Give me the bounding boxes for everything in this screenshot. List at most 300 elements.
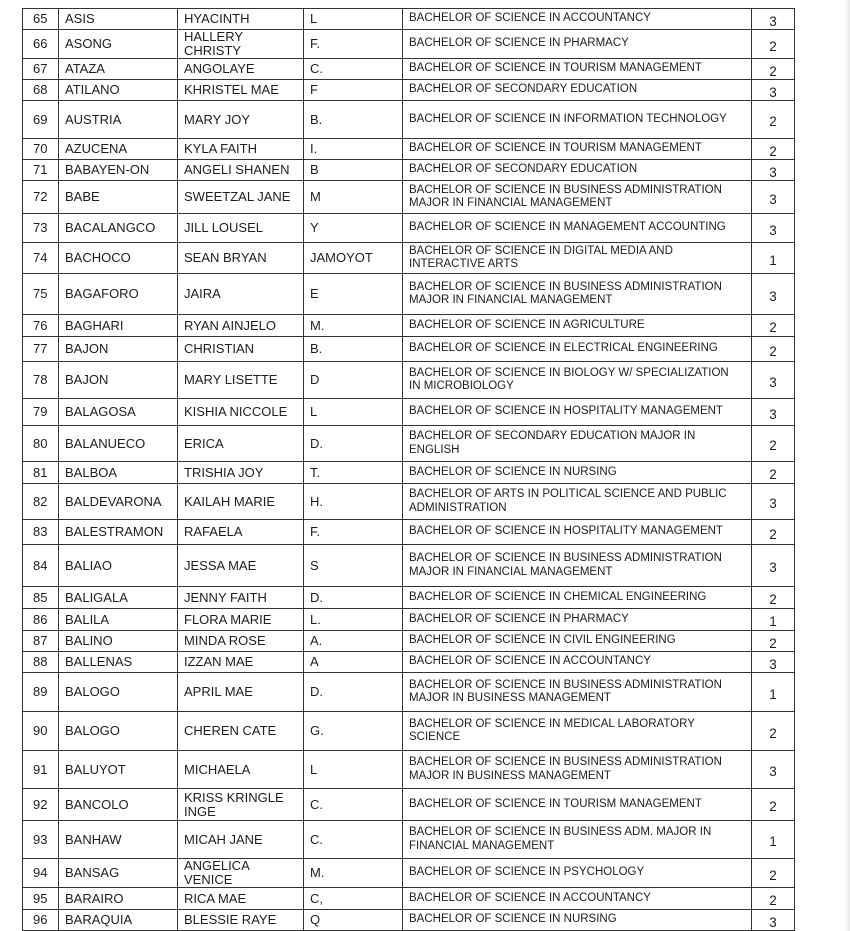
last-name-cell xyxy=(59,160,178,181)
row-number: 79 xyxy=(33,404,48,419)
first-name-cell xyxy=(178,462,304,484)
row-number: 85 xyxy=(33,589,48,605)
year-level: 1 xyxy=(769,614,777,629)
first-name: SWEETZAL JANE xyxy=(184,189,291,204)
first-name-cell xyxy=(178,910,304,931)
table-row xyxy=(23,214,795,243)
last-name-cell xyxy=(59,315,178,337)
year-level-cell xyxy=(752,587,795,609)
course: BACHELOR OF SECONDARY EDUCATION xyxy=(409,83,638,96)
course-cell xyxy=(403,484,752,520)
middle-initial: A. xyxy=(310,633,323,648)
first-name: JILL LOUSEL xyxy=(184,220,264,235)
table-row xyxy=(23,160,795,181)
middle-initial-cell xyxy=(304,243,403,274)
row-number: 69 xyxy=(33,111,48,127)
first-name: KRISS KRINGLE INGE xyxy=(184,789,284,819)
middle-initial-cell xyxy=(304,609,403,631)
row-number-cell xyxy=(23,888,59,910)
course-cell xyxy=(403,274,752,315)
last-name-cell xyxy=(59,181,178,214)
first-name-cell xyxy=(178,315,304,337)
table-row xyxy=(23,274,795,315)
year-level: 2 xyxy=(769,438,777,453)
year-level: 3 xyxy=(769,84,777,100)
last-name: BALDEVARONA xyxy=(65,493,162,509)
year-level: 3 xyxy=(769,222,777,238)
first-name-cell xyxy=(178,399,304,426)
last-name: BALOGO xyxy=(65,684,120,699)
page-edge-shadow xyxy=(844,0,850,931)
course-cell xyxy=(403,315,752,337)
last-name-cell xyxy=(59,859,178,888)
middle-initial: L xyxy=(310,404,318,419)
last-name: BALAGOSA xyxy=(65,404,136,419)
year-level-cell xyxy=(752,859,795,888)
last-name: BALOGO xyxy=(65,723,120,738)
year-level-cell xyxy=(752,545,795,587)
year-level: 3 xyxy=(769,560,777,575)
middle-initial-cell xyxy=(304,337,403,362)
middle-initial: C. xyxy=(310,831,323,847)
middle-initial: T. xyxy=(310,464,321,480)
row-number-cell xyxy=(23,80,59,101)
first-name-cell xyxy=(178,59,304,80)
row-number-cell xyxy=(23,59,59,80)
first-name-cell xyxy=(178,712,304,751)
course-cell xyxy=(403,243,752,274)
course-cell xyxy=(403,101,752,139)
student-table-body xyxy=(23,9,795,931)
year-level-cell xyxy=(752,609,795,631)
last-name-cell xyxy=(59,9,178,30)
first-name-cell xyxy=(178,484,304,520)
last-name-cell xyxy=(59,751,178,789)
first-name-cell xyxy=(178,101,304,139)
course-cell xyxy=(403,821,752,859)
course-cell xyxy=(403,609,752,631)
row-number-cell xyxy=(23,274,59,315)
last-name-cell xyxy=(59,910,178,931)
first-name: KHRISTEL MAE xyxy=(184,82,279,97)
table-row xyxy=(23,789,795,821)
year-level-cell xyxy=(752,101,795,139)
last-name-cell xyxy=(59,139,178,160)
last-name: BALANUECO xyxy=(65,435,146,451)
table-row xyxy=(23,337,795,362)
middle-initial-cell xyxy=(304,399,403,426)
course: BACHELOR OF SECONDARY EDUCATION MAJOR IN ENGLISH xyxy=(409,430,696,456)
first-name-cell xyxy=(178,520,304,545)
row-number-cell xyxy=(23,426,59,462)
year-level-cell xyxy=(752,520,795,545)
course: BACHELOR OF SCIENCE IN AGRICULTURE xyxy=(409,318,645,331)
table-row xyxy=(23,243,795,274)
middle-initial-cell xyxy=(304,673,403,712)
course: BACHELOR OF SCIENCE IN TOURISM MANAGEMENT xyxy=(409,142,702,155)
table-row xyxy=(23,652,795,673)
row-number: 78 xyxy=(33,372,48,387)
last-name-cell xyxy=(59,462,178,484)
last-name: BALILA xyxy=(65,611,110,627)
row-number-cell xyxy=(23,545,59,587)
table-row xyxy=(23,587,795,609)
year-level-cell xyxy=(752,910,795,931)
middle-initial: B xyxy=(310,162,319,177)
last-name-cell xyxy=(59,362,178,399)
course: BACHELOR OF SCIENCE IN TOURISM MANAGEMENT xyxy=(409,62,702,75)
middle-initial-cell xyxy=(304,751,403,789)
middle-initial-cell xyxy=(304,315,403,337)
row-number: 90 xyxy=(33,723,48,738)
middle-initial-cell xyxy=(304,274,403,315)
last-name: ASONG xyxy=(65,36,112,51)
first-name: KAILAH MARIE xyxy=(184,493,276,509)
table-row xyxy=(23,80,795,101)
course-cell xyxy=(403,888,752,910)
first-name-cell xyxy=(178,652,304,673)
first-name-cell xyxy=(178,751,304,789)
last-name: BACALANGCO xyxy=(65,220,156,235)
first-name-cell xyxy=(178,859,304,888)
year-level: 3 xyxy=(769,914,777,930)
table-row xyxy=(23,139,795,160)
course: BACHELOR OF SCIENCE IN TOURISM MANAGEMENT xyxy=(409,797,702,810)
middle-initial: C. xyxy=(310,796,323,812)
year-level: 2 xyxy=(769,867,777,883)
row-number: 75 xyxy=(33,286,48,301)
year-level-cell xyxy=(752,80,795,101)
student-table xyxy=(22,8,795,931)
row-number: 83 xyxy=(33,524,48,539)
year-level-cell xyxy=(752,139,795,160)
row-number: 76 xyxy=(33,317,48,333)
last-name-cell xyxy=(59,101,178,139)
row-number-cell xyxy=(23,631,59,652)
year-level-cell xyxy=(752,214,795,243)
year-level: 1 xyxy=(769,686,777,702)
first-name: RICA MAE xyxy=(184,890,247,906)
course-cell xyxy=(403,545,752,587)
last-name-cell xyxy=(59,631,178,652)
year-level-cell xyxy=(752,315,795,337)
first-name-cell xyxy=(178,609,304,631)
year-level: 3 xyxy=(769,656,777,672)
middle-initial-cell xyxy=(304,214,403,243)
course: BACHELOR OF SCIENCE IN CIVIL ENGINEERING xyxy=(409,634,676,647)
year-level: 1 xyxy=(769,252,777,268)
course: BACHELOR OF SCIENCE IN BUSINESS ADMINISTRATION MAJOR IN FINANCIAL MANAGEMENT xyxy=(409,183,722,209)
middle-initial-cell xyxy=(304,30,403,59)
middle-initial-cell xyxy=(304,859,403,888)
course-cell xyxy=(403,160,752,181)
first-name: MARY JOY xyxy=(184,111,250,127)
first-name: ERICA xyxy=(184,435,224,451)
middle-initial-cell xyxy=(304,520,403,545)
row-number: 82 xyxy=(33,493,48,509)
middle-initial: F. xyxy=(310,524,321,539)
year-level: 1 xyxy=(769,834,777,849)
row-number-cell xyxy=(23,337,59,362)
row-number: 86 xyxy=(33,611,48,627)
row-number: 87 xyxy=(33,633,48,648)
year-level-cell xyxy=(752,9,795,30)
first-name: RYAN AINJELO xyxy=(184,317,276,333)
first-name-cell xyxy=(178,631,304,652)
course: BACHELOR OF SCIENCE IN ELECTRICAL ENGINEERING xyxy=(409,342,718,355)
middle-initial-cell xyxy=(304,181,403,214)
middle-initial-cell xyxy=(304,9,403,30)
table-row xyxy=(23,362,795,399)
course: BACHELOR OF SCIENCE IN PHARMACY xyxy=(409,37,629,50)
last-name-cell xyxy=(59,545,178,587)
table-row xyxy=(23,399,795,426)
table-row xyxy=(23,101,795,139)
last-name-cell xyxy=(59,888,178,910)
first-name: CHRISTIAN xyxy=(184,341,255,356)
year-level-cell xyxy=(752,789,795,821)
course: BACHELOR OF SCIENCE IN MANAGEMENT ACCOUNTING xyxy=(409,221,726,234)
row-number: 81 xyxy=(33,464,48,480)
row-number-cell xyxy=(23,362,59,399)
row-number: 77 xyxy=(33,341,48,356)
last-name: BACHOCO xyxy=(65,250,131,265)
year-level: 2 xyxy=(769,343,777,359)
row-number-cell xyxy=(23,609,59,631)
last-name: AZUCENA xyxy=(65,141,128,156)
course: BACHELOR OF SCIENCE IN BUSINESS ADMINISTRATION MAJOR IN FINANCIAL MANAGEMENT xyxy=(409,280,722,306)
first-name-cell xyxy=(178,888,304,910)
course: BACHELOR OF SCIENCE IN BUSINESS ADM. MAJOR IN FINANCIAL MANAGEMENT xyxy=(409,826,712,852)
last-name-cell xyxy=(59,821,178,859)
year-level: 3 xyxy=(769,496,777,511)
last-name-cell xyxy=(59,337,178,362)
course: BACHELOR OF SCIENCE IN NURSING xyxy=(409,465,617,478)
first-name: HYACINTH xyxy=(184,11,250,26)
middle-initial-cell xyxy=(304,652,403,673)
last-name-cell xyxy=(59,214,178,243)
middle-initial: Y xyxy=(310,220,319,235)
course-cell xyxy=(403,59,752,80)
table-row xyxy=(23,520,795,545)
last-name-cell xyxy=(59,59,178,80)
first-name-cell xyxy=(178,80,304,101)
first-name-cell xyxy=(178,243,304,274)
course: BACHELOR OF SCIENCE IN PHARMACY xyxy=(409,612,629,625)
first-name: HALLERY CHRISTY xyxy=(184,29,243,58)
last-name: BABE xyxy=(65,189,100,204)
table-row xyxy=(23,59,795,80)
last-name: BALIGALA xyxy=(65,589,128,605)
row-number: 74 xyxy=(33,250,48,265)
middle-initial: L xyxy=(310,11,318,26)
row-number: 71 xyxy=(33,162,48,177)
row-number-cell xyxy=(23,160,59,181)
first-name-cell xyxy=(178,545,304,587)
last-name: BANSAG xyxy=(65,865,120,880)
year-level: 3 xyxy=(769,288,777,304)
last-name-cell xyxy=(59,243,178,274)
course-cell xyxy=(403,910,752,931)
row-number-cell xyxy=(23,462,59,484)
middle-initial: L. xyxy=(310,611,321,627)
last-name: BANCOLO xyxy=(65,796,129,812)
course-cell xyxy=(403,214,752,243)
middle-initial: L xyxy=(310,761,318,777)
year-level-cell xyxy=(752,484,795,520)
year-level-cell xyxy=(752,462,795,484)
first-name: MICAH JANE xyxy=(184,831,263,847)
row-number: 95 xyxy=(33,890,48,906)
row-number-cell xyxy=(23,587,59,609)
year-level-cell xyxy=(752,631,795,652)
year-level-cell xyxy=(752,652,795,673)
row-number: 67 xyxy=(33,61,48,76)
table-row xyxy=(23,426,795,462)
row-number: 66 xyxy=(33,36,48,51)
row-number-cell xyxy=(23,399,59,426)
course: BACHELOR OF SCIENCE IN BUSINESS ADMINISTRATION MAJOR IN BUSINESS MANAGEMENT xyxy=(409,678,722,704)
year-level: 2 xyxy=(769,320,777,335)
middle-initial: F xyxy=(310,82,318,97)
course-cell xyxy=(403,631,752,652)
first-name-cell xyxy=(178,673,304,712)
year-level: 2 xyxy=(769,63,777,79)
table-row xyxy=(23,888,795,910)
course: BACHELOR OF SCIENCE IN HOSPITALITY MANAGEMENT xyxy=(409,405,723,418)
last-name: BABAYEN-ON xyxy=(65,162,150,177)
last-name: BAGHARI xyxy=(65,317,124,333)
table-row xyxy=(23,859,795,888)
year-level: 3 xyxy=(769,164,777,180)
year-level: 2 xyxy=(769,38,777,54)
last-name-cell xyxy=(59,673,178,712)
row-number-cell xyxy=(23,101,59,139)
middle-initial: Q xyxy=(310,912,321,927)
year-level-cell xyxy=(752,751,795,789)
middle-initial: G. xyxy=(310,723,324,738)
table-row xyxy=(23,712,795,751)
first-name: TRISHIA JOY xyxy=(184,464,264,480)
year-level-cell xyxy=(752,673,795,712)
row-number: 65 xyxy=(33,11,48,26)
row-number: 80 xyxy=(33,435,48,451)
year-level: 2 xyxy=(769,592,777,607)
course-cell xyxy=(403,9,752,30)
first-name: ANGELI SHANEN xyxy=(184,162,290,177)
course: BACHELOR OF SCIENCE IN DIGITAL MEDIA AND INTERACTIVE ARTS xyxy=(409,244,673,270)
year-level: 2 xyxy=(769,893,777,908)
course: BACHELOR OF SCIENCE IN BUSINESS ADMINISTRATION MAJOR IN BUSINESS MANAGEMENT xyxy=(409,756,722,782)
year-level: 2 xyxy=(769,143,777,159)
first-name: APRIL MAE xyxy=(184,684,253,699)
row-number: 93 xyxy=(33,831,48,847)
row-number-cell xyxy=(23,30,59,59)
middle-initial: D. xyxy=(310,435,323,451)
table-row xyxy=(23,315,795,337)
middle-initial-cell xyxy=(304,545,403,587)
first-name-cell xyxy=(178,139,304,160)
course: BACHELOR OF SCIENCE IN ACCOUNTANCY xyxy=(409,655,651,668)
last-name-cell xyxy=(59,609,178,631)
year-level-cell xyxy=(752,821,795,859)
middle-initial: M xyxy=(310,189,321,204)
last-name-cell xyxy=(59,712,178,751)
row-number-cell xyxy=(23,520,59,545)
year-level-cell xyxy=(752,426,795,462)
last-name: BAGAFORO xyxy=(65,286,139,301)
year-level: 3 xyxy=(769,764,777,779)
middle-initial: JAMOYOT xyxy=(310,250,373,265)
middle-initial-cell xyxy=(304,101,403,139)
course-cell xyxy=(403,673,752,712)
middle-initial-cell xyxy=(304,462,403,484)
last-name-cell xyxy=(59,587,178,609)
middle-initial-cell xyxy=(304,789,403,821)
year-level-cell xyxy=(752,888,795,910)
student-list-sheet xyxy=(22,8,794,931)
year-level-cell xyxy=(752,30,795,59)
first-name: RAFAELA xyxy=(184,524,243,539)
middle-initial: M. xyxy=(310,865,325,880)
last-name-cell xyxy=(59,484,178,520)
first-name: MARY LISETTE xyxy=(184,372,278,387)
middle-initial-cell xyxy=(304,587,403,609)
course-cell xyxy=(403,426,752,462)
course: BACHELOR OF SCIENCE IN NURSING xyxy=(409,913,617,926)
row-number: 92 xyxy=(33,796,48,812)
table-row xyxy=(23,631,795,652)
last-name: BARAIRO xyxy=(65,890,124,906)
course-cell xyxy=(403,652,752,673)
middle-initial-cell xyxy=(304,888,403,910)
last-name-cell xyxy=(59,426,178,462)
year-level-cell xyxy=(752,337,795,362)
table-row xyxy=(23,673,795,712)
first-name-cell xyxy=(178,274,304,315)
course: BACHELOR OF ARTS IN POLITICAL SCIENCE AND PUBLIC ADMINISTRATION xyxy=(409,488,727,514)
middle-initial: M. xyxy=(310,317,325,333)
year-level-cell xyxy=(752,399,795,426)
year-level-cell xyxy=(752,362,795,399)
first-name: JENNY FAITH xyxy=(184,589,267,605)
first-name: JAIRA xyxy=(184,286,221,301)
last-name-cell xyxy=(59,789,178,821)
last-name: BALESTRAMON xyxy=(65,524,164,539)
first-name: KYLA FAITH xyxy=(184,141,257,156)
first-name-cell xyxy=(178,789,304,821)
course: BACHELOR OF SCIENCE IN ACCOUNTANCY xyxy=(409,891,651,904)
table-row xyxy=(23,751,795,789)
row-number-cell xyxy=(23,315,59,337)
middle-initial-cell xyxy=(304,160,403,181)
middle-initial-cell xyxy=(304,426,403,462)
first-name: FLORA MARIE xyxy=(184,611,272,627)
last-name: ATAZA xyxy=(65,61,105,76)
first-name-cell xyxy=(178,362,304,399)
first-name: SEAN BRYAN xyxy=(184,250,267,265)
row-number: 84 xyxy=(33,557,48,573)
first-name: CHEREN CATE xyxy=(184,723,277,738)
middle-initial-cell xyxy=(304,139,403,160)
last-name: BALUYOT xyxy=(65,761,126,777)
middle-initial-cell xyxy=(304,362,403,399)
row-number-cell xyxy=(23,910,59,931)
course: BACHELOR OF SCIENCE IN HOSPITALITY MANAGEMENT xyxy=(409,525,723,538)
year-level-cell xyxy=(752,160,795,181)
course: BACHELOR OF SCIENCE IN CHEMICAL ENGINEERING xyxy=(409,590,707,603)
first-name: ANGELICA VENICE xyxy=(184,858,250,887)
